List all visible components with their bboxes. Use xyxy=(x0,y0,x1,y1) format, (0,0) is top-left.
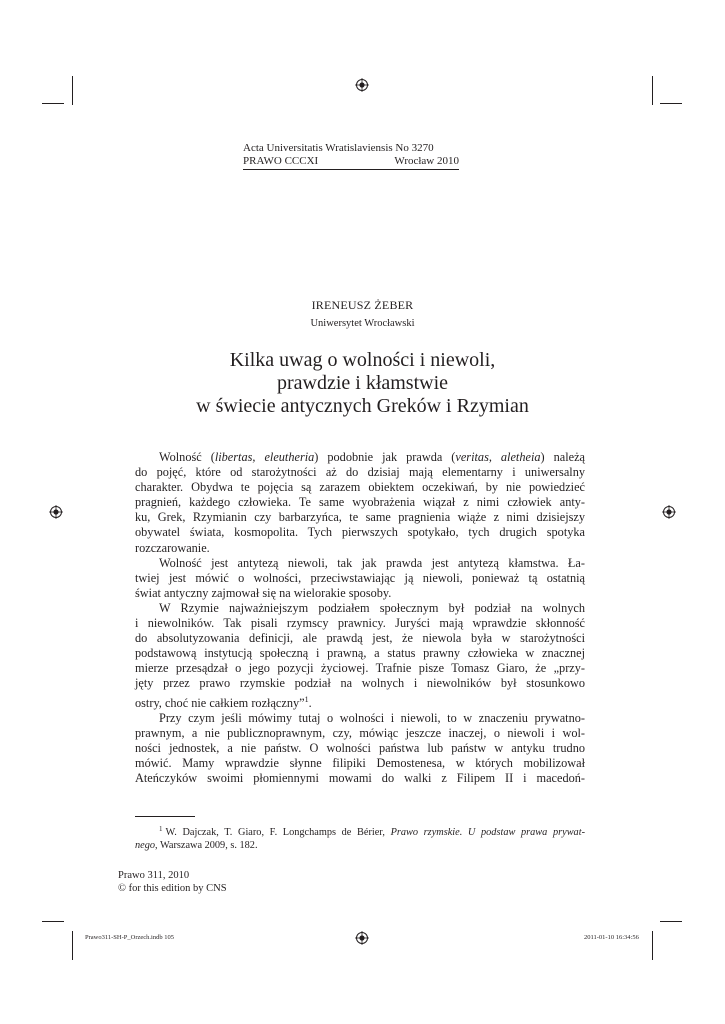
text-line: twiej jest mówić o wolności, przeciwstawiając ją niewoli, ponieważ tą ostatnią xyxy=(135,570,585,585)
text-run: ostry, choć nie całkiem rozłączny” xyxy=(135,695,305,710)
paragraph xyxy=(135,601,585,711)
registration-mark-icon xyxy=(49,505,63,519)
cited-title: Prawo rzymskie. U podstaw prawa prywat- xyxy=(390,827,585,838)
footnote-reference[interactable]: 1 xyxy=(304,694,309,704)
crop-mark-tr-h xyxy=(660,103,682,104)
footnote-rule xyxy=(135,816,195,817)
title-line: Kilka uwag o wolności i niewoli, xyxy=(229,349,496,371)
registration-mark-icon xyxy=(662,505,676,519)
text-line: ku, Grek, Rzymianin czy barbarzyńca, te same pragnienia wiąże z nimi dzisiejszy xyxy=(135,510,585,525)
latin-greek-terms: libertas, eleutheria xyxy=(214,450,315,464)
slug-datetime: 2011-01-10 16:34:56 xyxy=(584,934,639,941)
cited-title: nego xyxy=(135,840,156,851)
text-line: świat antyczny zajmował się na wielorakie sposoby. xyxy=(135,585,392,600)
crop-mark-bl-v xyxy=(72,931,73,960)
text-line: charakter. Obydwa te pojęcia są zarazem obiektem oczekiwań, by nie powiedzieć xyxy=(135,480,585,495)
text-line: rozczarowanie. xyxy=(135,540,210,555)
slug-file: Prawo311-SH-P_Orzech.indb 105 xyxy=(85,934,174,941)
title-line: w świecie antycznych Greków i Rzymian xyxy=(196,395,529,417)
text-line: mierze przesądzał o jego pozycji życiowej. Trafnie pisze Tomasz Giaro, że „przy- xyxy=(135,661,585,676)
text-run: Wolność ( xyxy=(159,450,215,464)
footnote-line xyxy=(135,823,585,839)
footnote xyxy=(135,823,585,852)
imprint-line: Prawo 311, 2010 xyxy=(118,870,190,881)
crop-mark-tl-h xyxy=(42,103,64,104)
paragraph xyxy=(135,450,585,556)
text-line: prawnym, a nie publicznoprawnym, czy, mówiąc jeszcze inaczej, o niewoli i wol- xyxy=(135,725,585,740)
author-affiliation: Uniwersytet Wrocławski xyxy=(310,318,415,329)
text-line: do pojęć, które od starożytności aż do dzisiaj mają elementarny i uniwersalny xyxy=(135,465,585,480)
text-line: do absolutyzowania definicji, ale prawdą jest, że niewola była w starożytności xyxy=(135,631,585,646)
crop-mark-tr-v xyxy=(652,76,653,105)
paragraph xyxy=(135,711,585,786)
text-line: i niewolników. Tak pisali rzymscy prawnicy. Juryści mają wprawdzie skłonność xyxy=(135,616,585,631)
text-line: podstawową instytucją społeczną i prawną, a status prawny człowieka w znacznej xyxy=(135,646,585,661)
text-run: W. Dajczak, T. Giaro, F. Longchamps de Bérier, xyxy=(165,827,391,838)
journal-header xyxy=(243,142,459,170)
text-run: , Warszawa 2009, s. 182. xyxy=(155,840,258,851)
text-run: ) należą xyxy=(540,450,586,464)
text-line: Przy czym jeśli mówimy tutaj o wolności i niewoli, to w znaczeniu prywatno- xyxy=(159,710,585,725)
text-line: W Rzymie najważniejszym podziałem społecznym był podział na wolnych xyxy=(159,600,585,615)
title-line: prawdzie i kłamstwie xyxy=(276,372,449,394)
crop-mark-bl-h xyxy=(42,921,64,922)
article-body xyxy=(135,450,585,786)
imprint-line: © for this edition by CNS xyxy=(118,883,227,894)
text-line: Ateńczyków swoimi płomiennymi mowami do walki z Filipem II i macedoń- xyxy=(135,770,585,785)
text-line: pragnień, każdego człowieka. Te same wyobrażenia wiązał z nimi człowiek anty- xyxy=(135,495,585,510)
journal-volume: PRAWO CCCXI xyxy=(243,155,319,167)
author-name: IRENEUSZ ŻEBER xyxy=(311,298,414,312)
crop-mark-br-h xyxy=(660,921,682,922)
registration-mark-icon xyxy=(355,931,369,945)
latin-greek-terms: veritas, aletheia xyxy=(455,450,541,464)
paragraph xyxy=(135,556,585,601)
text-line xyxy=(135,450,585,465)
journal-place-year: Wrocław 2010 xyxy=(394,155,459,167)
text-run: . xyxy=(308,695,312,710)
crop-mark-tl-v xyxy=(72,76,73,105)
header-rule xyxy=(243,169,459,170)
text-line xyxy=(135,692,585,711)
footnote-number: 1 xyxy=(159,825,163,833)
registration-mark-icon xyxy=(355,78,369,92)
crop-mark-br-v xyxy=(652,931,653,960)
imprint xyxy=(118,869,227,895)
text-line: ności jednostek, a nie państw. O wolności państwa lub państw w antyku trudno xyxy=(135,740,585,755)
text-line: obywatel świata, kosmopolita. Tych pierwszych spotykało, tych drugich spotyka xyxy=(135,525,585,540)
text-line: Wolność jest antytezą niewoli, tak jak prawda jest antytezą kłamstwa. Ła- xyxy=(159,555,585,570)
journal-series: Acta Universitatis Wratislaviensis No 3270 xyxy=(243,142,434,154)
article-title xyxy=(0,349,725,418)
text-line: jęty przez prawo rzymskie podział na wolnych i niewolników był stosunkowo xyxy=(135,676,585,691)
text-run: ) podobnie jak prawda ( xyxy=(314,450,456,464)
footnote-line xyxy=(135,839,585,852)
text-line: mówić. Mamy wprawdzie słynne filipiki Demostenesa, w których mobilizował xyxy=(135,755,585,770)
